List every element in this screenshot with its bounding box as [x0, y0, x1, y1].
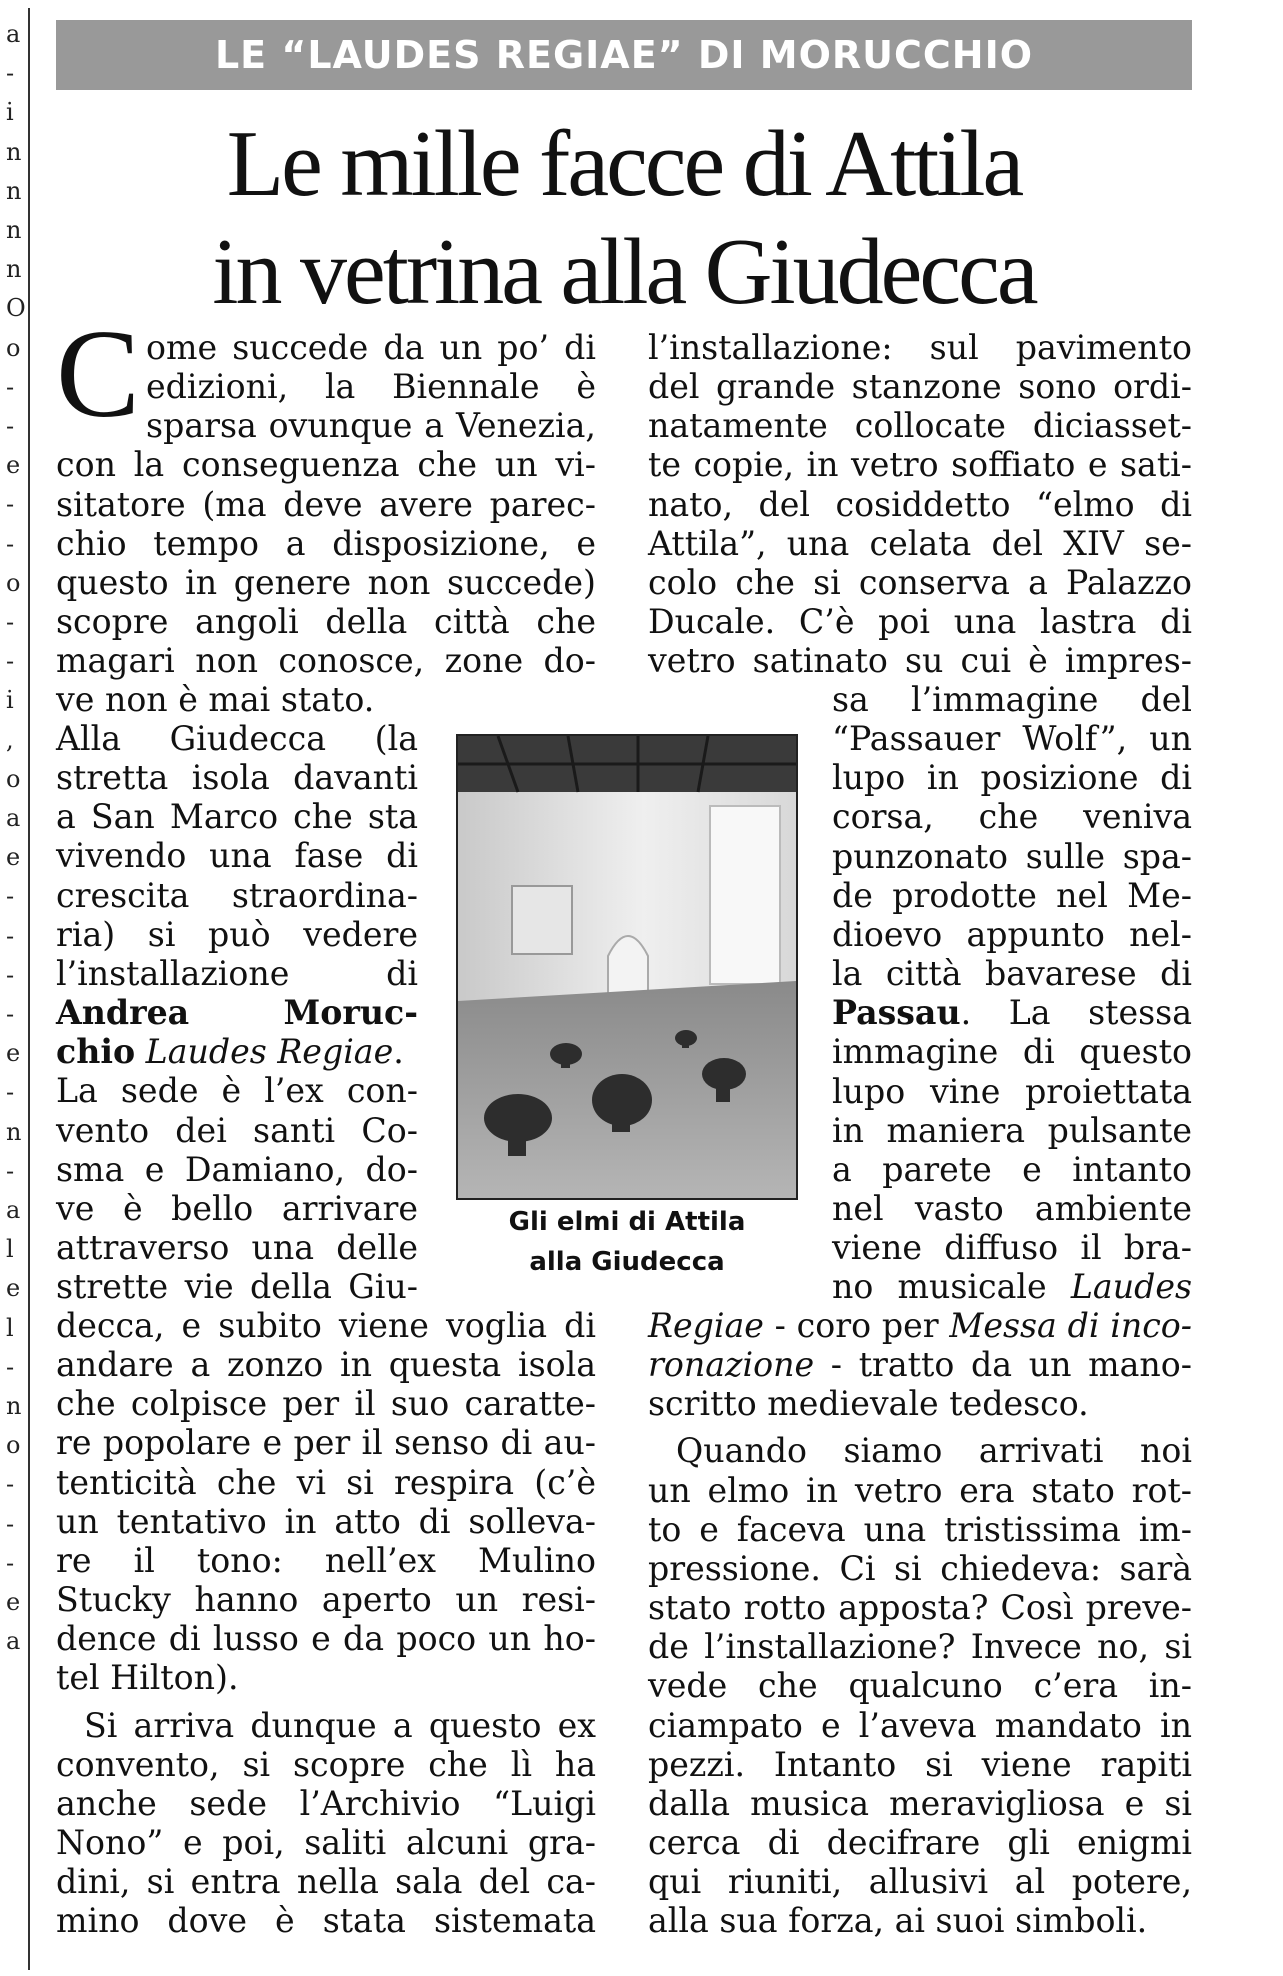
edge-letter: - — [6, 1000, 15, 1028]
text-line: con la conseguenza che un vi- — [56, 445, 596, 485]
text-line: convento, si scopre che lì ha — [56, 1744, 596, 1784]
text-line: stato rotto apposta? Così preve- — [648, 1588, 1192, 1628]
edge-letter: l — [6, 1313, 14, 1342]
edge-letter: a — [6, 804, 21, 832]
edge-letter: O — [6, 294, 26, 323]
text-line: decca, e subito viene voglia di — [56, 1306, 596, 1345]
text-line: strette vie della Giu- — [56, 1267, 418, 1307]
passau-word: Passau — [832, 993, 961, 1033]
musical-title-a: Laudes — [1070, 1267, 1192, 1307]
artist-last-a: Moruc- — [283, 993, 418, 1033]
text-line: pressione. Ci si chiedeva: sarà — [648, 1548, 1192, 1588]
text-line: sa l’immagine del — [832, 680, 1192, 719]
text-line: ome succede da un po’ di — [146, 328, 596, 367]
edge-letter: - — [6, 882, 15, 911]
text-line: mino dove è stata sistemata — [56, 1901, 596, 1941]
text-line: vento dei santi Co- — [56, 1110, 418, 1150]
edge-letter: - — [6, 1156, 15, 1185]
headline — [56, 110, 1192, 326]
text-line: qui riuniti, allusivi al potere, — [648, 1862, 1192, 1902]
text-line: re il tono: nell’ex Mulino — [56, 1540, 596, 1580]
musical-pre: no musicale — [832, 1267, 1047, 1307]
text-line: a San Marco che sta — [56, 797, 418, 837]
text-line: ve non è mai stato. — [56, 680, 375, 720]
text-line: sma e Damiano, do- — [56, 1149, 418, 1189]
text-line: de prodotte nel Me- — [832, 875, 1192, 915]
edge-letter: - — [6, 647, 15, 676]
gallery-photo-illustration — [458, 736, 796, 1198]
edge-letter: o — [6, 333, 21, 362]
drop-cap: C — [56, 305, 141, 444]
text-line: to e faceva una tristissima im- — [648, 1509, 1192, 1549]
text-line: Quando siamo arrivati noi — [676, 1431, 1192, 1471]
musical-line — [832, 1267, 1192, 1306]
coro: - coro per — [763, 1306, 950, 1345]
text-line: alla sua forza, ai suoi simboli. — [648, 1901, 1148, 1941]
text-line: andare a zonzo in questa isola — [56, 1345, 596, 1385]
edge-letter: n — [6, 137, 22, 166]
text-line: l’installazione di — [56, 953, 418, 993]
edge-letter: o — [6, 568, 21, 597]
musical-title-b: Regiae — [648, 1306, 764, 1345]
text-line: Si arriva dunque a questo ex — [84, 1705, 596, 1745]
text-line: Nono” e poi, saliti alcuni gra- — [56, 1823, 596, 1863]
text-line: ve è bello arrivare — [56, 1188, 418, 1228]
column-1-intro — [56, 305, 596, 720]
text-line: colo che si conserva a Palazzo — [648, 562, 1192, 602]
text-line: “Passauer Wolf”, un — [832, 719, 1192, 759]
text-line: tel Hilton). — [56, 1658, 239, 1698]
coro-line — [648, 1306, 1192, 1345]
text-line: te copie, in vetro soffiato e sati- — [648, 445, 1192, 485]
text-line: questo in genere non succede) — [56, 562, 596, 602]
messa-b: ronazione — [648, 1345, 815, 1385]
tratto-line — [648, 1345, 1192, 1384]
text-line: attraverso una delle — [56, 1228, 418, 1268]
passau-line — [832, 993, 1192, 1032]
artist-work-line — [56, 1032, 418, 1071]
text-line: vetro satinato su cui è impres- — [648, 641, 1192, 681]
text-line: vede che qualcuno c’era in- — [648, 1666, 1192, 1706]
edge-letter: e — [6, 1588, 21, 1616]
tratto: - tratto da un mano- — [814, 1345, 1192, 1385]
text-line: Alla Giudecca (la — [56, 719, 418, 758]
text-line: vivendo una fase di — [56, 836, 418, 876]
text-line: Stucky hanno aperto un resi- — [56, 1580, 596, 1620]
edge-letter: e — [6, 1039, 21, 1068]
passau-rest: . La stessa — [960, 993, 1192, 1033]
edge-letter: i — [6, 686, 14, 715]
text-line: che colpisce per il suo caratte- — [56, 1384, 596, 1424]
edge-letter: - — [6, 608, 15, 636]
text-line: pezzi. Intanto si viene rapiti — [648, 1744, 1192, 1784]
edge-letter: - — [6, 960, 15, 989]
text-line: l’installazione: sul pavimento — [648, 328, 1192, 367]
caption-line-1: Gli elmi di Attila — [508, 1207, 746, 1237]
artist-last-b: chio — [56, 1032, 136, 1072]
text-line: re popolare e per il senso di au- — [56, 1423, 596, 1463]
edge-letter: n — [6, 255, 22, 284]
edge-letter: e — [6, 451, 21, 480]
text-line: lupo vine proiettata — [832, 1071, 1192, 1111]
text-line: scopre angoli della città che — [56, 602, 596, 642]
period: . — [393, 1032, 404, 1072]
edge-letter: - — [6, 1352, 15, 1381]
edge-letter: - — [6, 1548, 15, 1577]
text-line: edizioni, la Biennale è — [146, 367, 596, 407]
text-line: tenticità che vi si respira (c’è — [56, 1462, 596, 1502]
edge-letter: o — [6, 764, 21, 793]
edge-letter: a — [6, 20, 21, 48]
edge-letter: o — [6, 1431, 21, 1460]
edge-letter: a — [6, 1196, 21, 1224]
text-line: un elmo in vetro era stato rot- — [648, 1470, 1192, 1510]
messa-a: Messa di inco- — [949, 1306, 1193, 1345]
edge-letter: - — [6, 1078, 15, 1107]
adjacent-column-fragment — [0, 0, 26, 1976]
edge-letter: i — [6, 98, 14, 127]
text-line: punzonato sulle spa- — [832, 836, 1192, 876]
edge-letter: e — [6, 843, 21, 872]
text-line: nel vasto ambiente — [832, 1189, 1192, 1229]
text-line: la città bavarese di — [832, 954, 1192, 994]
edge-letter: - — [6, 59, 15, 88]
edge-letter: n — [6, 1117, 22, 1146]
text-line: natamente collocate diciasset- — [648, 406, 1192, 446]
artist-first: Andrea — [56, 993, 190, 1033]
text-line: dioevo appunto nel- — [832, 914, 1192, 954]
text-line: immagine di questo — [832, 1032, 1192, 1072]
text-line: anche sede l’Archivio “Luigi — [56, 1783, 596, 1823]
edge-letter: - — [6, 529, 15, 558]
edge-letter: - — [6, 921, 15, 950]
text-line: dalla musica meravigliosa e si — [648, 1783, 1192, 1823]
column-1-body — [56, 1306, 596, 1941]
edge-letter: - — [6, 412, 15, 440]
text-line: de l’installazione? Invece no, si — [648, 1627, 1192, 1667]
work-title: Laudes Regiae — [145, 1032, 394, 1072]
text-line: Attila”, una celata del XIV se- — [648, 523, 1192, 563]
text-line: cerca di decifrare gli enigmi — [648, 1823, 1192, 1863]
article-photo — [456, 734, 798, 1200]
text-line: stretta isola davanti — [56, 758, 418, 798]
edge-letter: a — [6, 1627, 21, 1656]
text-line: chio tempo a disposizione, e — [56, 523, 596, 563]
column-2-narrow — [832, 680, 1192, 1307]
text-line: a parete e intanto — [832, 1149, 1192, 1189]
column-1-narrow — [56, 719, 418, 1306]
text-line: crescita straordina- — [56, 875, 418, 915]
edge-letter: n — [6, 176, 22, 205]
text-line: dini, si entra nella sala del ca- — [56, 1862, 596, 1902]
edge-letter: - — [6, 1509, 15, 1538]
text-line: sitatore (ma deve avere parec- — [56, 484, 596, 524]
last-line: scritto medievale tedesco. — [648, 1384, 1089, 1424]
column-rule — [28, 8, 30, 1970]
edge-letter: e — [6, 1274, 21, 1303]
column-2-body — [648, 1306, 1192, 1941]
edge-letter: - — [6, 490, 15, 519]
edge-letter: n — [6, 216, 22, 244]
text-line: La sede è l’ex con- — [56, 1071, 418, 1111]
headline-line-2: in vetrina alla Giudecca — [212, 220, 1036, 324]
text-line: nato, del cosiddetto “elmo di — [648, 484, 1192, 524]
caption-line-2: alla Giudecca — [529, 1247, 725, 1277]
edge-letter: - — [6, 372, 15, 401]
text-line: in maniera pulsante — [832, 1110, 1192, 1150]
text-line: lupo in posizione di — [832, 758, 1192, 798]
text-line: sparsa ovunque a Venezia, — [146, 406, 596, 446]
text-line: Ducale. C’è poi una lastra di — [648, 602, 1192, 642]
text-line: dence di lusso e da poco un ho- — [56, 1619, 596, 1659]
edge-letter: , — [6, 725, 14, 754]
text-line: ciampato e l’aveva mandato in — [648, 1705, 1192, 1745]
text-line: viene diffuso il bra- — [832, 1228, 1192, 1268]
column-2-top — [648, 328, 1192, 680]
edge-letter: n — [6, 1392, 22, 1420]
text-line: del grande stanzone sono ordi- — [648, 367, 1192, 407]
text-line: corsa, che veniva — [832, 797, 1192, 837]
edge-letter: - — [6, 1470, 15, 1499]
artist-line — [56, 993, 418, 1032]
edge-letter: l — [6, 1235, 14, 1264]
text-line: magari non conosce, zone do- — [56, 641, 596, 681]
headline-line-1: Le mille facce di Attila — [226, 112, 1022, 216]
kicker-banner: LE “LAUDES REGIAE” DI MORUCCHIO — [56, 20, 1192, 90]
text-line: ria) si può vedere — [56, 914, 418, 954]
text-line: un tentativo in atto di solleva- — [56, 1501, 596, 1541]
photo-caption — [456, 1202, 798, 1282]
